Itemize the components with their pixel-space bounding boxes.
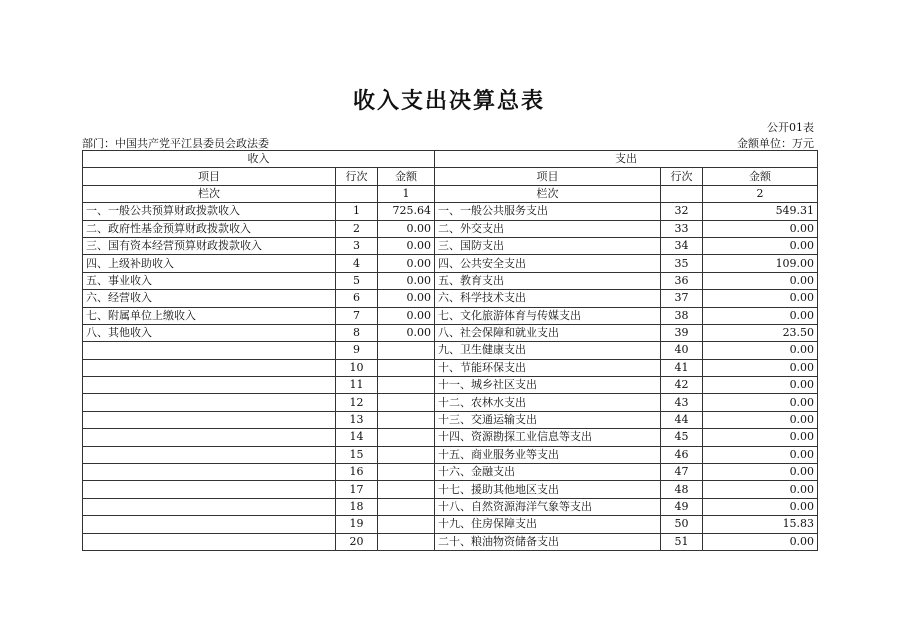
income-amount-cell: 0.00: [378, 220, 435, 237]
income-rowno-cell: 11: [336, 377, 378, 394]
section-header-row: [83, 151, 818, 168]
income-item-cell: [83, 394, 336, 411]
expense-amount-cell: 23.50: [703, 324, 818, 341]
table-row: [83, 446, 818, 463]
income-amount-cell: [378, 394, 435, 411]
income-item-cell: [83, 464, 336, 481]
income-col-label: 栏次: [83, 185, 336, 202]
income-item-cell: [83, 498, 336, 515]
expense-rowno-cell: 40: [661, 342, 703, 359]
table-row: [83, 429, 818, 446]
expense-rowno-cell: 47: [661, 464, 703, 481]
income-rowno-cell: 16: [336, 464, 378, 481]
expense-amount-cell: 0.00: [703, 446, 818, 463]
income-amount-cell: 0.00: [378, 307, 435, 324]
expense-rowno-cell: 42: [661, 377, 703, 394]
expense-amount-cell: 0.00: [703, 220, 818, 237]
income-amount-cell: [378, 429, 435, 446]
income-amount-cell: 0.00: [378, 255, 435, 272]
expense-rowno-cell: 43: [661, 394, 703, 411]
income-rowno-cell: 12: [336, 394, 378, 411]
expense-amount-cell: 0.00: [703, 237, 818, 254]
income-item-cell: [83, 429, 336, 446]
expense-amount-cell: 0.00: [703, 498, 818, 515]
expense-item-header: 项目: [435, 168, 661, 185]
income-amount-cell: [378, 464, 435, 481]
income-rowno-cell: 4: [336, 255, 378, 272]
expense-rowno-header: 行次: [661, 168, 703, 185]
expense-amount-cell: 0.00: [703, 342, 818, 359]
expense-item-cell: 十三、交通运输支出: [435, 411, 661, 428]
expense-rowno-cell: 49: [661, 498, 703, 515]
table-row: [83, 290, 818, 307]
expense-rowno-cell: 33: [661, 220, 703, 237]
expense-amount-cell: 549.31: [703, 203, 818, 220]
table-row: [83, 394, 818, 411]
expense-item-cell: 八、社会保障和就业支出: [435, 324, 661, 341]
table-row: [83, 203, 818, 220]
income-item-cell: [83, 342, 336, 359]
income-rowno-cell: 9: [336, 342, 378, 359]
expense-item-cell: 十、节能环保支出: [435, 359, 661, 376]
expense-rowno-cell: 51: [661, 533, 703, 550]
table-row: [83, 342, 818, 359]
expense-item-cell: 一、一般公共服务支出: [435, 203, 661, 220]
amount-unit-label: 金额单位：万元: [737, 137, 814, 150]
income-rowno-cell: 7: [336, 307, 378, 324]
table-row: [83, 516, 818, 533]
income-amount-cell: [378, 533, 435, 550]
income-rowno-cell: 3: [336, 237, 378, 254]
income-amount-cell: 0.00: [378, 324, 435, 341]
income-item-cell: [83, 446, 336, 463]
table-row: [83, 255, 818, 272]
income-item-cell: 五、事业收入: [83, 272, 336, 289]
income-item-cell: 二、政府性基金预算财政拨款收入: [83, 220, 336, 237]
expense-item-cell: 十八、自然资源海洋气象等支出: [435, 498, 661, 515]
income-col-blank: [336, 185, 378, 202]
expense-rowno-cell: 45: [661, 429, 703, 446]
income-amount-cell: [378, 516, 435, 533]
expense-item-cell: 五、教育支出: [435, 272, 661, 289]
income-rowno-cell: 2: [336, 220, 378, 237]
income-amount-cell: [378, 377, 435, 394]
table-row: [83, 220, 818, 237]
income-amount-cell: [378, 481, 435, 498]
expense-amount-cell: 0.00: [703, 290, 818, 307]
expense-rowno-cell: 35: [661, 255, 703, 272]
income-rowno-cell: 15: [336, 446, 378, 463]
expense-rowno-cell: 34: [661, 237, 703, 254]
income-item-cell: [83, 377, 336, 394]
expense-item-cell: 十六、金融支出: [435, 464, 661, 481]
income-amount-cell: [378, 342, 435, 359]
income-rowno-header: 行次: [336, 168, 378, 185]
expense-amount-cell: 0.00: [703, 394, 818, 411]
expense-rowno-cell: 50: [661, 516, 703, 533]
expense-amount-header: 金额: [703, 168, 818, 185]
expense-item-cell: 六、科学技术支出: [435, 290, 661, 307]
expense-amount-cell: 0.00: [703, 359, 818, 376]
table-row: [83, 307, 818, 324]
income-item-cell: [83, 516, 336, 533]
expense-item-cell: 十五、商业服务业等支出: [435, 446, 661, 463]
expense-item-cell: 二十、粮油物资储备支出: [435, 533, 661, 550]
expense-rowno-cell: 46: [661, 446, 703, 463]
expense-amount-cell: 0.00: [703, 533, 818, 550]
income-item-cell: [83, 533, 336, 550]
expense-amount-cell: 0.00: [703, 411, 818, 428]
income-rowno-cell: 20: [336, 533, 378, 550]
income-col-number: 1: [378, 185, 435, 202]
table-row: [83, 464, 818, 481]
income-rowno-cell: 19: [336, 516, 378, 533]
income-item-cell: 一、一般公共预算财政拨款收入: [83, 203, 336, 220]
table-row: [83, 533, 818, 550]
expense-item-cell: 十四、资源勘探工业信息等支出: [435, 429, 661, 446]
income-rowno-cell: 14: [336, 429, 378, 446]
expense-item-cell: 七、文化旅游体育与传媒支出: [435, 307, 661, 324]
income-amount-cell: 725.64: [378, 203, 435, 220]
income-item-cell: 六、经营收入: [83, 290, 336, 307]
income-amount-cell: [378, 446, 435, 463]
income-amount-cell: [378, 359, 435, 376]
income-expense-table: [82, 150, 818, 551]
income-rowno-cell: 18: [336, 498, 378, 515]
expense-amount-cell: 0.00: [703, 464, 818, 481]
expense-amount-cell: 0.00: [703, 272, 818, 289]
income-item-cell: [83, 481, 336, 498]
expense-rowno-cell: 44: [661, 411, 703, 428]
table-row: [83, 481, 818, 498]
department-label: 部门：中国共产党平江县委员会政法委: [82, 137, 269, 150]
column-header-row: [83, 168, 818, 185]
income-amount-header: 金额: [378, 168, 435, 185]
income-amount-cell: [378, 411, 435, 428]
table-row: [83, 272, 818, 289]
expense-section-header: 支出: [435, 151, 818, 168]
expense-col-label: 栏次: [435, 185, 661, 202]
expense-rowno-cell: 48: [661, 481, 703, 498]
expense-rowno-cell: 36: [661, 272, 703, 289]
expense-amount-cell: 15.83: [703, 516, 818, 533]
income-item-cell: [83, 411, 336, 428]
income-rowno-cell: 10: [336, 359, 378, 376]
income-section-header: 收入: [83, 151, 435, 168]
income-amount-cell: 0.00: [378, 237, 435, 254]
expense-rowno-cell: 38: [661, 307, 703, 324]
expense-item-cell: 十七、援助其他地区支出: [435, 481, 661, 498]
expense-rowno-cell: 37: [661, 290, 703, 307]
expense-rowno-cell: 39: [661, 324, 703, 341]
expense-col-number: 2: [703, 185, 818, 202]
income-item-cell: 四、上级补助收入: [83, 255, 336, 272]
column-label-row: [83, 185, 818, 202]
expense-item-cell: 十二、农林水支出: [435, 394, 661, 411]
income-item-cell: 八、其他收入: [83, 324, 336, 341]
expense-item-cell: 九、卫生健康支出: [435, 342, 661, 359]
income-item-header: 项目: [83, 168, 336, 185]
table-row: [83, 411, 818, 428]
table-row: [83, 237, 818, 254]
income-amount-cell: [378, 498, 435, 515]
income-rowno-cell: 8: [336, 324, 378, 341]
table-row: [83, 498, 818, 515]
expense-item-cell: 十一、城乡社区支出: [435, 377, 661, 394]
page-title: 收入支出决算总表: [352, 89, 545, 114]
income-item-cell: 七、附属单位上缴收入: [83, 307, 336, 324]
income-rowno-cell: 1: [336, 203, 378, 220]
expense-col-blank: [661, 185, 703, 202]
expense-rowno-cell: 41: [661, 359, 703, 376]
expense-amount-cell: 0.00: [703, 307, 818, 324]
income-amount-cell: 0.00: [378, 272, 435, 289]
expense-item-cell: 十九、住房保障支出: [435, 516, 661, 533]
expense-amount-cell: 0.00: [703, 429, 818, 446]
form-number: 公开01表: [767, 121, 814, 134]
income-rowno-cell: 5: [336, 272, 378, 289]
table-row: [83, 359, 818, 376]
expense-amount-cell: 109.00: [703, 255, 818, 272]
income-rowno-cell: 6: [336, 290, 378, 307]
expense-amount-cell: 0.00: [703, 481, 818, 498]
expense-rowno-cell: 32: [661, 203, 703, 220]
income-rowno-cell: 13: [336, 411, 378, 428]
income-amount-cell: 0.00: [378, 290, 435, 307]
expense-item-cell: 三、国防支出: [435, 237, 661, 254]
income-rowno-cell: 17: [336, 481, 378, 498]
table-row: [83, 377, 818, 394]
table-row: [83, 324, 818, 341]
income-item-cell: [83, 359, 336, 376]
expense-amount-cell: 0.00: [703, 377, 818, 394]
expense-item-cell: 四、公共安全支出: [435, 255, 661, 272]
income-item-cell: 三、国有资本经营预算财政拨款收入: [83, 237, 336, 254]
expense-item-cell: 二、外交支出: [435, 220, 661, 237]
